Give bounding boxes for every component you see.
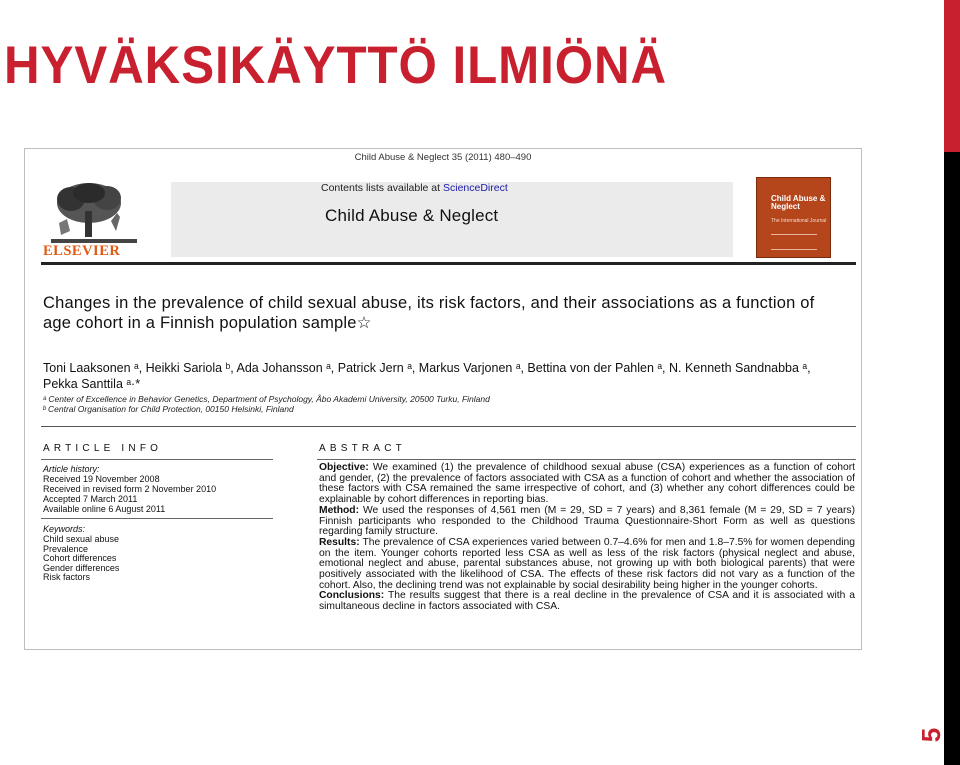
affiliations <box>43 395 843 414</box>
history-label: Article history: <box>43 464 100 474</box>
method-label: Method: <box>319 504 360 516</box>
article-info-rule <box>41 459 273 460</box>
accent-bar <box>944 0 960 152</box>
cover-subtitle: The International Journal <box>771 218 827 224</box>
keywords-label: Keywords: <box>43 524 86 534</box>
keyword-item: Risk factors <box>43 572 91 583</box>
conclusions-label: Conclusions: <box>319 590 385 602</box>
keywords-list <box>43 535 119 583</box>
history-received: Received 19 November 2008 <box>43 474 160 484</box>
affiliation-b: ᵇ Central Organisation for Child Protection, 00150 Helsinki, Finland <box>43 403 294 414</box>
sciencedirect-link[interactable]: ScienceDirect <box>442 182 508 194</box>
history-list <box>43 474 216 514</box>
paper-screenshot <box>24 148 862 650</box>
keyword-item: Prevalence <box>43 543 89 554</box>
objective-text: We examined (1) the prevalence of childhood sexual abuse (CSA) experiences as a function of cohort and gender, (2) the prevalence of factors associated with CSA as a function of cohort and whether the association of these factors with CSA remained the same irrespective of cohort, and (3) whether any cohort differences could be explainable by cohort differences in reporting bias. <box>319 462 855 506</box>
abstract-rule <box>317 459 856 460</box>
side-bar <box>944 152 960 765</box>
keywords-rule <box>41 518 273 519</box>
slide-number: 5 <box>916 727 946 743</box>
header-rule <box>41 262 856 265</box>
tree-logo-graphic <box>41 181 145 243</box>
contents-line <box>321 182 508 194</box>
slide-title: HYVÄKSIKÄYTTÖ ILMIÖNÄ <box>4 36 668 95</box>
history-online: Available online 6 August 2011 <box>43 504 166 514</box>
history-revised: Received in revised form 2 November 2010 <box>43 484 217 494</box>
section-rule <box>41 426 856 427</box>
objective-label: Objective: <box>319 462 369 473</box>
conclusions-text: The results suggest that there is a real decline in the prevalence of CSA and it is associated with a simultaneous decline in factors associated with CSA. <box>319 590 855 613</box>
cover-title: Child Abuse & Neglect <box>771 194 826 211</box>
keyword-item: Gender differences <box>43 562 120 573</box>
article-title: Changes in the prevalence of child sexual abuse, its risk factors, and their associations as a function of age cohort in a Finnish population sample☆ <box>43 294 815 332</box>
method-text: We used the responses of 4,561 men (M = 29, SD = 7 years) and 8,361 female (M = 29, SD = 7 years) Finnish participants who responded to the Childhood Trauma Questionnaire-Short Form as well as questions regarding family structure. <box>319 504 855 538</box>
cover-decoration <box>771 234 817 250</box>
keyword-item: Cohort differences <box>43 553 117 564</box>
article-info-heading: ARTICLE INFO <box>43 443 163 454</box>
journal-name: Child Abuse & Neglect <box>325 206 499 225</box>
results-text: The prevalence of CSA experiences varied between 0.7–4.6% for men and 1.8–7.5% for women depending on the item. Younger cohorts reported less CSA as well as less of the risk factors (physical neglect and abuse, emotional neglect and abuse, parental substances abuse, not growing up with both biological parents) that were positively associated with the likelihood of CSA. The effects of these risk factors did not vary as a function of the cohort. Also, the declining trend was not explainable by social desirability being higher in the younger cohorts. <box>319 536 855 591</box>
journal-reference: Child Abuse & Neglect 35 (2011) 480–490 <box>354 152 532 163</box>
abstract-heading: ABSTRACT <box>319 443 406 454</box>
journal-cover-image <box>756 177 831 258</box>
abstract-body <box>319 463 855 613</box>
author-list: Toni Laaksonen ᵃ, Heikki Sariola ᵇ, Ada Johansson ᵃ, Patrick Jern ᵃ, Markus Varjonen ᵃ, Bettina von der Pahlen ᵃ, N. Kenneth Sandnabba ᵃ, Pekka Santtila ᵃ·* <box>43 361 811 391</box>
affiliation-a: ᵃ Center of Excellence in Behavior Genetics, Department of Psychology, Åbo Akademi University, 20500 Turku, Finland <box>43 394 490 404</box>
results-label: Results: <box>319 536 360 548</box>
contents-prefix: Contents lists available at <box>321 182 443 194</box>
keyword-item: Child sexual abuse <box>43 534 120 544</box>
elsevier-wordmark: ELSEVIER <box>43 243 121 259</box>
history-accepted: Accepted 7 March 2011 <box>43 494 138 504</box>
